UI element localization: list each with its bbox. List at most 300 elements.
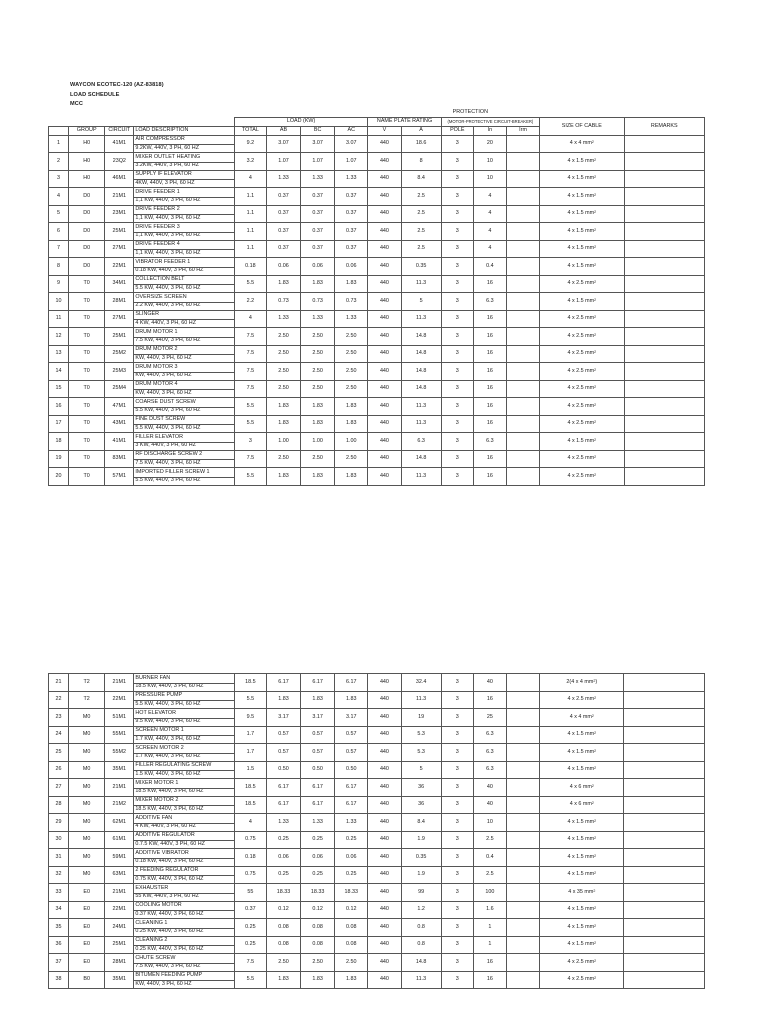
irm-cell <box>506 153 539 171</box>
load-schedule-table-top <box>48 108 705 486</box>
cable-size-superscript: 2 <box>594 262 597 267</box>
in-cell: 0.4 <box>473 849 506 867</box>
load-spec-cell: KW, 440V, 3 PH, 60 HZ <box>134 981 234 989</box>
load-spec-cell: 9.5 KW, 440V, 3 PH, 60 HZ <box>134 718 234 726</box>
load-spec-cell: 0.37 KW, 440V, 3 PH, 60 HZ <box>134 911 234 919</box>
ab-cell: 1.83 <box>266 415 300 433</box>
row-number: 5 <box>49 205 69 223</box>
irm-cell <box>506 674 539 692</box>
voltage-cell: 440 <box>368 866 401 884</box>
cable-size-text: 4 x 1.5 mm <box>567 766 595 773</box>
bc-cell: 0.12 <box>301 901 335 919</box>
row-number: 23 <box>49 709 69 727</box>
circuit-cell: 43M1 <box>105 415 134 433</box>
in-cell: 4 <box>473 188 506 206</box>
load-kw-header: LOAD (KW) <box>234 118 368 127</box>
cable-size-superscript: 2 <box>594 192 597 197</box>
cable-size-superscript: 2 <box>594 315 597 320</box>
pole-cell: 3 <box>441 779 473 797</box>
irm-cell <box>506 188 539 206</box>
ampere-cell: 1.9 <box>401 831 441 849</box>
bc-cell: 0.57 <box>301 726 335 744</box>
in-cell: 0.4 <box>473 258 506 276</box>
cable-size-superscript: 2 <box>593 888 596 893</box>
group-cell: T0 <box>69 328 105 346</box>
circuit-cell: 47M1 <box>105 398 134 416</box>
table-row <box>49 901 705 911</box>
ab-cell: 0.37 <box>266 240 300 258</box>
irm-cell <box>506 310 539 328</box>
circuit-cell: 25M1 <box>105 936 134 954</box>
total-cell: 3.2 <box>234 153 266 171</box>
remarks-cell <box>624 901 705 919</box>
load-name-cell: SCREEN MOTOR 2 <box>134 744 234 754</box>
cable-size-cell <box>540 884 624 902</box>
irm-cell <box>506 293 539 311</box>
load-name-cell: FILLER ELEVATOR <box>134 433 234 443</box>
ampere-cell: 5.3 <box>401 744 441 762</box>
ac-cell: 6.17 <box>335 796 368 814</box>
remarks-cell <box>624 398 704 416</box>
row-number: 2 <box>49 153 69 171</box>
protection-header: PROTECTION <box>452 108 488 115</box>
in-cell: 40 <box>473 796 506 814</box>
remarks-cell <box>624 744 705 762</box>
cable-size-superscript: 2 <box>594 941 597 946</box>
cable-size-cell <box>540 779 624 797</box>
group-cell: T0 <box>69 293 105 311</box>
load-spec-cell: 55 KW, 440V, 3 PH, 60 HZ <box>134 893 234 901</box>
total-cell: 5.5 <box>234 691 266 709</box>
group-cell: T0 <box>69 275 105 293</box>
irm-cell <box>506 223 539 241</box>
load-spec-cell: 1,1 KW, 440V, 3 PH, 60 HZ <box>134 197 234 205</box>
pole-cell: 3 <box>441 971 473 989</box>
row-number: 33 <box>49 884 69 902</box>
irm-cell <box>506 170 539 188</box>
ab-cell: 0.50 <box>266 761 300 779</box>
ampere-cell: 14.8 <box>401 450 441 468</box>
remarks-cell <box>624 814 705 832</box>
circuit-cell: 25M2 <box>105 345 134 363</box>
bc-cell: 0.37 <box>301 240 335 258</box>
in-cell: 16 <box>473 450 506 468</box>
ab-cell: 18.33 <box>266 884 300 902</box>
cable-size-cell <box>540 674 624 692</box>
ampere-cell: 2.5 <box>401 223 441 241</box>
ac-cell: 0.37 <box>335 223 368 241</box>
cable-size-cell <box>540 691 624 709</box>
cable-size-cell <box>540 363 624 381</box>
total-cell: 7.5 <box>234 954 266 972</box>
load-name-cell: COLLECTION BELT <box>134 275 234 285</box>
ab-cell: 1.83 <box>266 468 300 486</box>
row-number: 9 <box>49 275 69 293</box>
pole-cell: 3 <box>441 674 473 692</box>
irm-cell <box>506 240 539 258</box>
remarks-cell <box>624 293 704 311</box>
total-cell: 5.5 <box>234 415 266 433</box>
bc-cell: 2.50 <box>301 450 335 468</box>
ampere-cell: 14.8 <box>401 380 441 398</box>
irm-cell <box>506 884 539 902</box>
voltage-cell: 440 <box>368 936 401 954</box>
ab-cell: 2.50 <box>266 345 300 363</box>
pole-cell: 3 <box>441 919 473 937</box>
pole-cell: 3 <box>441 468 473 486</box>
bc-cell: 2.50 <box>301 345 335 363</box>
ab-cell: 3.17 <box>266 709 300 727</box>
remarks-cell <box>624 468 704 486</box>
voltage-cell: 440 <box>368 814 401 832</box>
cable-size-text: 4 x 4 mm <box>569 140 592 147</box>
in-cell: 10 <box>473 153 506 171</box>
ampere-cell: 5 <box>401 761 441 779</box>
table-row <box>49 205 705 215</box>
circuit-cell: 23Q2 <box>105 153 134 171</box>
row-number: 7 <box>49 240 69 258</box>
cable-size-cell <box>540 709 624 727</box>
remarks-cell <box>624 380 704 398</box>
cable-size-superscript: 2 <box>594 402 597 407</box>
total-cell: 1.1 <box>234 240 266 258</box>
cable-size-cell <box>540 258 624 276</box>
cable-size-cell <box>540 345 624 363</box>
voltage-cell: 440 <box>368 884 401 902</box>
row-number: 20 <box>49 468 69 486</box>
cable-size-cell <box>540 310 624 328</box>
load-description-header: LOAD DESCRIPTION <box>134 126 234 135</box>
document-subtitle: LOAD SCHEDULE <box>70 92 120 98</box>
load-schedule-table-bottom <box>48 673 705 989</box>
ac-cell: 0.12 <box>335 901 368 919</box>
ac-cell: 0.57 <box>335 726 368 744</box>
cable-size-superscript: 2 <box>594 958 597 963</box>
ab-cell: 2.50 <box>266 954 300 972</box>
circuit-cell: 22M1 <box>105 258 134 276</box>
group-cell: D0 <box>69 223 105 241</box>
table-row <box>49 310 705 320</box>
cable-size-superscript: 2 <box>594 157 597 162</box>
in-cell: 4 <box>473 240 506 258</box>
table-row <box>49 275 705 285</box>
cable-size-cell <box>540 188 624 206</box>
pole-header: POLE <box>441 126 473 135</box>
load-spec-cell: 5.5 KW, 440V, 3 PH, 60 HZ <box>134 477 234 485</box>
row-number: 11 <box>49 310 69 328</box>
bc-cell: 1.83 <box>301 971 335 989</box>
table-row <box>49 884 705 894</box>
load-spec-cell: KW, 440V, 3 PH, 60 HZ <box>134 390 234 398</box>
in-cell: 16 <box>473 415 506 433</box>
ac-cell: 0.25 <box>335 866 368 884</box>
load-name-cell: ADDITIVE FAN <box>134 814 234 824</box>
ampere-cell: 5 <box>401 293 441 311</box>
irm-cell <box>506 814 539 832</box>
ac-cell: 0.06 <box>335 849 368 867</box>
load-name-cell: FINE DUST SCREW <box>134 415 234 425</box>
load-name-cell: COOLING MOTOR <box>134 901 234 911</box>
in-cell: 4 <box>473 205 506 223</box>
group-cell: M0 <box>69 744 105 762</box>
load-name-cell: DRIVE FEEDER 4 <box>134 240 234 250</box>
cable-size-text: 4 x 1.5 mm <box>567 245 595 252</box>
ac-cell: 0.06 <box>335 258 368 276</box>
in-cell: 10 <box>473 814 506 832</box>
ac-cell: 0.37 <box>335 240 368 258</box>
cable-size-superscript: 2 <box>594 818 597 823</box>
ab-cell: 0.25 <box>266 866 300 884</box>
load-name-cell: EXHAUSTER <box>134 884 234 894</box>
circuit-cell: 62M1 <box>105 814 134 832</box>
table-row <box>49 971 705 981</box>
ab-cell: 1.83 <box>266 398 300 416</box>
cable-size-text: 4 x 2.5 mm <box>567 455 595 462</box>
ac-cell: 1.33 <box>335 310 368 328</box>
cable-size-superscript: 2 <box>591 783 594 788</box>
voltage-cell: 440 <box>368 205 401 223</box>
table-row <box>49 258 705 268</box>
row-number: 34 <box>49 901 69 919</box>
remarks-cell <box>624 223 704 241</box>
ampere-cell: 11.3 <box>401 415 441 433</box>
pole-cell: 3 <box>441 205 473 223</box>
circuit-cell: 34M1 <box>105 275 134 293</box>
bc-cell: 0.08 <box>301 936 335 954</box>
ampere-cell: 36 <box>401 779 441 797</box>
cable-size-text: 4 x 1.5 mm <box>567 923 595 930</box>
cable-size-text: 4 x 35 mm <box>568 888 594 895</box>
remarks-cell <box>624 831 705 849</box>
cable-size-superscript: 2 <box>594 853 597 858</box>
row-number: 10 <box>49 293 69 311</box>
cable-size-cell <box>540 293 624 311</box>
total-cell: 5.5 <box>234 275 266 293</box>
group-cell: E0 <box>69 884 105 902</box>
remarks-cell <box>624 954 705 972</box>
ac-cell: 0.37 <box>335 205 368 223</box>
irm-cell <box>506 866 539 884</box>
pole-cell: 3 <box>441 188 473 206</box>
irm-cell <box>506 275 539 293</box>
load-name-cell: OVERSIZE SCREEN <box>134 293 234 303</box>
cable-size-text: 4 x 1.5 mm <box>567 210 595 217</box>
load-name-cell: DRIVE FEEDER 2 <box>134 205 234 215</box>
remarks-cell <box>624 849 705 867</box>
pole-cell: 3 <box>441 398 473 416</box>
voltage-cell: 440 <box>368 726 401 744</box>
voltage-cell: 440 <box>368 275 401 293</box>
table-row <box>49 674 705 684</box>
in-cell: 2.5 <box>473 831 506 849</box>
cable-size-cell <box>540 415 624 433</box>
voltage-cell: 440 <box>368 363 401 381</box>
cable-size-superscript: 2 <box>594 976 597 981</box>
ampere-cell: 14.8 <box>401 954 441 972</box>
group-cell: H0 <box>69 170 105 188</box>
group-cell: T0 <box>69 398 105 416</box>
bc-cell: 0.06 <box>301 258 335 276</box>
load-name-cell: ADDITIVE REGULATOR <box>134 831 234 841</box>
total-header: TOTAL <box>234 126 266 135</box>
bc-cell: 1.33 <box>301 814 335 832</box>
in-cell: 1 <box>473 936 506 954</box>
group-cell: D0 <box>69 188 105 206</box>
cable-size-text: 4 x 2.5 mm <box>567 350 595 357</box>
irm-cell <box>506 936 539 954</box>
total-cell: 18.5 <box>234 674 266 692</box>
ampere-cell: 18.6 <box>401 135 441 153</box>
ampere-cell: 5.3 <box>401 726 441 744</box>
ab-cell: 0.06 <box>266 849 300 867</box>
group-cell: M0 <box>69 779 105 797</box>
table-row <box>49 761 705 771</box>
mpcb-header: (MOTOR-PROTECTIVE CIRCUIT-BREAKER) <box>441 118 539 127</box>
load-spec-cell: 5.5 KW, 440V, 3 PH, 60 HZ <box>134 701 234 709</box>
bc-cell: 6.17 <box>301 674 335 692</box>
cable-size-text: 4 x 2.5 mm <box>567 696 595 703</box>
in-cell: 6.3 <box>473 761 506 779</box>
load-name-cell: ADDITIVE VIBRATOR <box>134 849 234 859</box>
ab-cell: 2.50 <box>266 380 300 398</box>
total-cell: 0.18 <box>234 258 266 276</box>
cable-size-text: 4 x 4 mm <box>569 713 592 720</box>
circuit-cell: 25M3 <box>105 363 134 381</box>
table-row <box>49 170 705 180</box>
irm-cell <box>506 849 539 867</box>
load-spec-cell: 0.18 KW, 440V, 3 PH, 60 HZ <box>134 858 234 866</box>
table-row <box>49 814 705 824</box>
remarks-cell <box>624 726 705 744</box>
circuit-cell: 22M1 <box>105 901 134 919</box>
ampere-cell: 2.5 <box>401 205 441 223</box>
total-cell: 1.1 <box>234 205 266 223</box>
cable-size-superscript: 2 <box>594 280 597 285</box>
ampere-cell: 2.5 <box>401 188 441 206</box>
irm-cell <box>506 901 539 919</box>
group-cell: M0 <box>69 796 105 814</box>
cable-size-cell <box>540 380 624 398</box>
pole-cell: 3 <box>441 310 473 328</box>
cable-size-text: 4 x 2.5 mm <box>567 976 595 983</box>
bc-cell: 1.33 <box>301 310 335 328</box>
cable-size-text: 4 x 2.5 mm <box>567 367 595 374</box>
ac-cell: 0.08 <box>335 919 368 937</box>
load-spec-cell: 1.5 KW, 440V, 3 PH, 60 HZ <box>134 771 234 779</box>
irm-cell <box>506 205 539 223</box>
pole-cell: 3 <box>441 240 473 258</box>
load-name-cell: COARSE DUST SCREW <box>134 398 234 408</box>
cable-size-superscript: 2 <box>594 350 597 355</box>
cable-size-text: 4 x 2.5 mm <box>567 958 595 965</box>
pole-cell: 3 <box>441 258 473 276</box>
cable-size-superscript: 2 <box>591 713 594 718</box>
in-cell: 1.6 <box>473 901 506 919</box>
voltage-cell: 440 <box>368 744 401 762</box>
table-row <box>49 328 705 338</box>
load-spec-cell: 7.5 KW, 440V, 3 PH, 60 HZ <box>134 337 234 345</box>
load-name-cell: DRUM MOTOR 2 <box>134 345 234 355</box>
ac-cell: 6.17 <box>335 779 368 797</box>
load-spec-cell: 2.2 KW, 440V, 3 PH, 60 HZ <box>134 302 234 310</box>
total-cell: 5.5 <box>234 971 266 989</box>
circuit-cell: 35M1 <box>105 971 134 989</box>
group-cell: B0 <box>69 971 105 989</box>
ab-cell: 0.25 <box>266 831 300 849</box>
ac-cell: 1.00 <box>335 433 368 451</box>
circuit-cell: 21M1 <box>105 674 134 692</box>
ab-cell: 0.37 <box>266 223 300 241</box>
cable-size-superscript: 2 <box>594 385 597 390</box>
ac-cell: 2.50 <box>335 954 368 972</box>
cable-size-text: 4 x 2.5 mm <box>567 280 595 287</box>
cable-size-text: 4 x 6 mm <box>569 783 592 790</box>
circuit-cell: 24M1 <box>105 919 134 937</box>
bc-cell: 2.50 <box>301 363 335 381</box>
in-cell: 100 <box>473 884 506 902</box>
pole-cell: 3 <box>441 726 473 744</box>
total-cell: 7.5 <box>234 328 266 346</box>
ac-cell: 6.17 <box>335 674 368 692</box>
table-row <box>49 398 705 408</box>
remarks-cell <box>624 796 705 814</box>
load-name-cell: MIXER MOTOR 2 <box>134 796 234 806</box>
ampere-cell: 2.5 <box>401 240 441 258</box>
remarks-cell <box>624 971 705 989</box>
pole-cell: 3 <box>441 170 473 188</box>
ac-cell: 3.07 <box>335 135 368 153</box>
total-cell: 4 <box>234 310 266 328</box>
row-number: 21 <box>49 674 69 692</box>
group-cell: T0 <box>69 468 105 486</box>
cable-size-text: 4 x 1.5 mm <box>567 818 595 825</box>
bc-cell: 0.08 <box>301 919 335 937</box>
table-row <box>49 293 705 303</box>
bc-cell: 0.37 <box>301 223 335 241</box>
in-cell: 16 <box>473 275 506 293</box>
ac-cell: 0.50 <box>335 761 368 779</box>
load-spec-cell: 5.5 KW, 440V, 3 PH, 60 HZ <box>134 407 234 415</box>
irm-cell <box>506 796 539 814</box>
cable-size-cell <box>540 726 624 744</box>
in-cell: 25 <box>473 709 506 727</box>
in-cell: 4 <box>473 223 506 241</box>
voltage-cell: 440 <box>368 170 401 188</box>
row-number: 17 <box>49 415 69 433</box>
irm-cell <box>506 761 539 779</box>
row-number: 25 <box>49 744 69 762</box>
voltage-cell: 440 <box>368 293 401 311</box>
irm-cell <box>506 258 539 276</box>
load-spec-cell: 0.7.5 KW, 440V, 3 PH, 60 HZ <box>134 841 234 849</box>
cable-size-superscript: 2 <box>594 245 597 250</box>
ac-cell: 0.73 <box>335 293 368 311</box>
remarks-cell <box>624 310 704 328</box>
circuit-cell: 21M2 <box>105 796 134 814</box>
load-spec-cell: 18.5 KW, 440V, 3 PH, 60 HZ <box>134 806 234 814</box>
cable-size-superscript: 2 <box>594 420 597 425</box>
circuit-cell: 28M1 <box>105 293 134 311</box>
ab-cell: 0.06 <box>266 258 300 276</box>
ampere-cell: 8 <box>401 153 441 171</box>
row-number: 18 <box>49 433 69 451</box>
total-cell: 1.1 <box>234 188 266 206</box>
voltage-cell: 440 <box>368 188 401 206</box>
total-cell: 9.2 <box>234 135 266 153</box>
load-spec-cell: 3.2KW, 440V, 3 PH, 60 HZ <box>134 162 234 170</box>
in-cell: 6.3 <box>473 293 506 311</box>
ac-cell: 1.83 <box>335 415 368 433</box>
